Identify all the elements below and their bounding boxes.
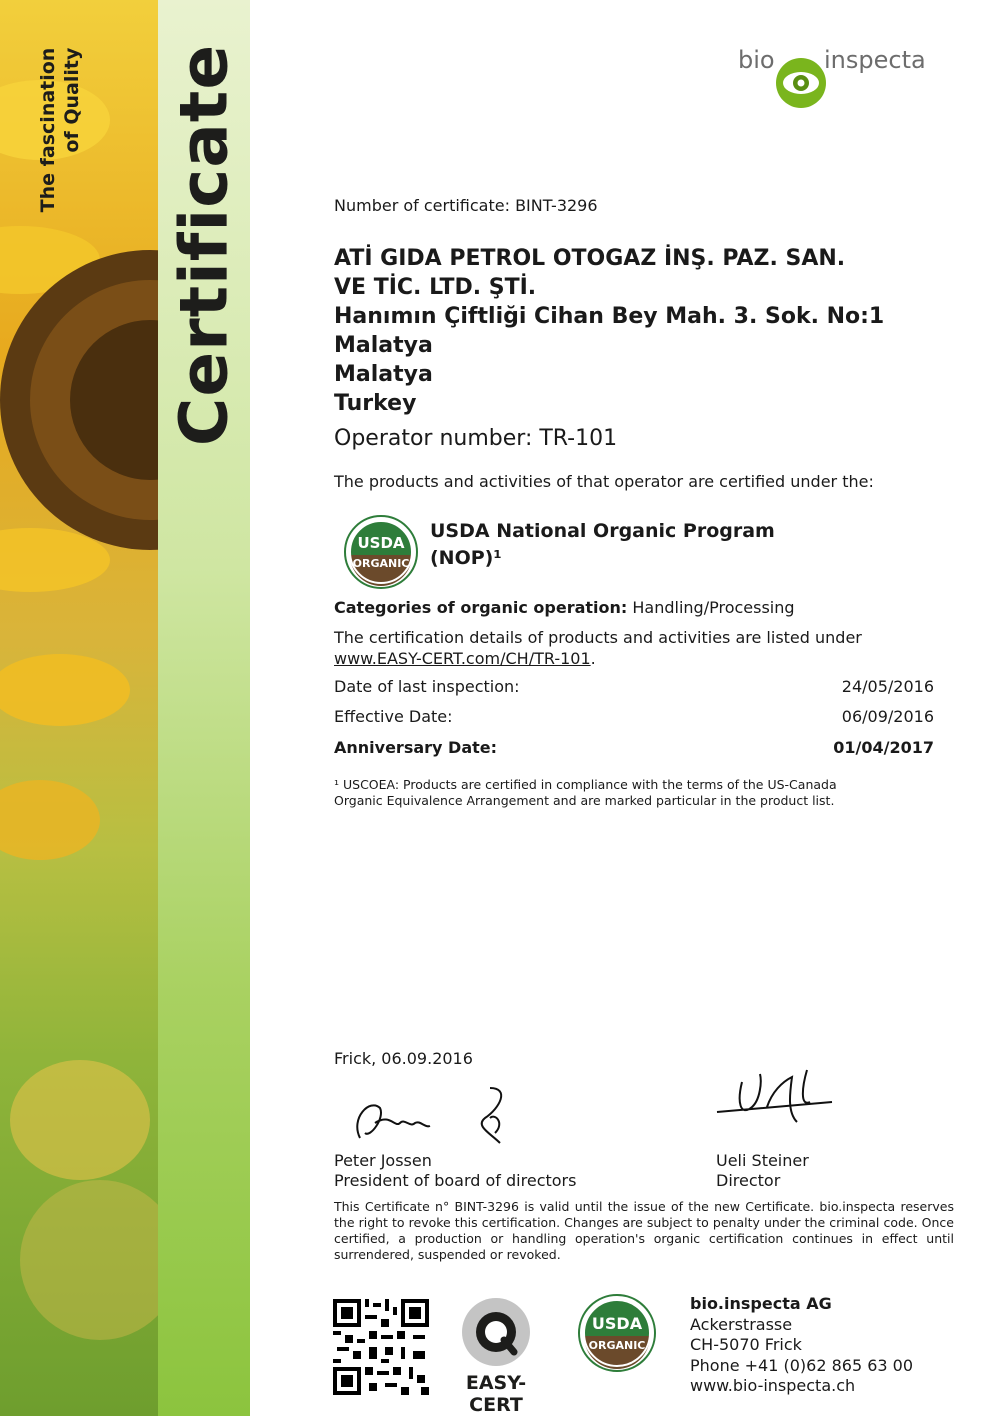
seal-text-usda: USDA xyxy=(357,534,405,552)
details-suffix: . xyxy=(590,649,596,668)
company-address xyxy=(690,1294,913,1397)
company-name: bio.inspecta AG xyxy=(690,1294,832,1313)
usda-organic-footer-seal-icon xyxy=(578,1294,656,1372)
signature-jossen-icon xyxy=(340,1078,540,1148)
date-row-anniversary xyxy=(334,738,934,757)
details-text xyxy=(334,627,934,669)
date-value: 01/04/2017 xyxy=(833,738,934,757)
logo-word-bio: bio xyxy=(738,46,775,74)
program-name xyxy=(430,518,775,572)
date-value: 24/05/2016 xyxy=(841,677,934,696)
tagline-line-1: The fascination xyxy=(37,47,59,213)
footnote xyxy=(334,777,954,809)
program-line-2: (NOP)¹ xyxy=(430,547,502,569)
place-date: Frick, 06.09.2016 xyxy=(334,1049,473,1068)
company-street: Ackerstrasse xyxy=(690,1314,793,1334)
operator-city: Malatya xyxy=(334,333,433,358)
footnote-line-2: Organic Equivalence Arrangement and are marked particular in the product list. xyxy=(334,793,835,808)
company-phone: Phone +41 (0)62 865 63 00 xyxy=(690,1355,914,1375)
easy-cert-logo xyxy=(440,1296,552,1416)
date-row-last-inspection xyxy=(334,677,934,696)
categories-value: Handling/Processing xyxy=(632,598,795,617)
signatory-2 xyxy=(716,1151,809,1191)
company-website[interactable]: www.bio-inspecta.ch xyxy=(690,1376,856,1395)
easy-cert-label: EASY-CERT xyxy=(465,1372,527,1416)
certificate-number: Number of certificate: BINT-3296 xyxy=(334,196,598,215)
date-row-effective xyxy=(334,707,934,726)
tagline xyxy=(36,48,84,213)
certificate-title: Certificate xyxy=(165,43,243,447)
legal-text: This Certificate n° BINT-3296 is valid until the issue of the new Certificate. bio.inspecta reserves the right to revoke this certification. Changes are subject to penalty under the criminal code. Once certified, a production or handling operation's organic certification continues in effect until surrendered, suspended or revoked. xyxy=(334,1199,954,1262)
signatory-role: President of board of directors xyxy=(334,1171,577,1190)
sunflower-photo xyxy=(0,0,158,1416)
date-value: 06/09/2016 xyxy=(841,707,934,726)
details-sentence: The certification details of products and activities are listed under xyxy=(334,628,862,647)
footnote-line-1: ¹ USCOEA: Products are certified in compliance with the terms of the US-Canada xyxy=(334,777,837,792)
seal-text-organic: ORGANIC xyxy=(588,1339,646,1352)
signatory-1 xyxy=(334,1151,576,1191)
seal-text-usda: USDA xyxy=(591,1314,643,1333)
program-line-1: USDA National Organic Program xyxy=(430,520,775,542)
operator-block xyxy=(334,244,974,418)
signature-steiner-icon xyxy=(712,1062,852,1142)
categories-label: Categories of organic operation: xyxy=(334,598,628,617)
usda-organic-seal-icon xyxy=(344,515,418,589)
date-label: Date of last inspection: xyxy=(334,677,520,696)
logo-word-inspecta: inspecta xyxy=(824,46,926,74)
qr-code-icon xyxy=(333,1299,429,1395)
easy-cert-link[interactable]: www.EASY-CERT.com/CH/TR-101 xyxy=(334,649,591,668)
left-decorative-strip xyxy=(0,0,250,1416)
operator-region: Malatya xyxy=(334,362,433,387)
magnifier-q-icon xyxy=(440,1296,552,1370)
signatory-name: Ueli Steiner xyxy=(716,1151,809,1170)
company-city: CH-5070 Frick xyxy=(690,1335,802,1354)
signatory-name: Peter Jossen xyxy=(334,1151,432,1170)
categories-line xyxy=(334,598,795,617)
signatory-role: Director xyxy=(716,1171,781,1190)
eye-logo-icon xyxy=(774,56,828,110)
date-label: Effective Date: xyxy=(334,707,453,726)
bio-inspecta-logo xyxy=(738,42,938,112)
seal-text-organic: ORGANIC xyxy=(352,557,410,570)
operator-number: Operator number: TR-101 xyxy=(334,426,618,451)
intro-text: The products and activities of that operator are certified under the: xyxy=(334,472,874,491)
tagline-line-2: of Quality xyxy=(61,47,83,153)
operator-address: Hanımın Çiftliği Cihan Bey Mah. 3. Sok. No:1 xyxy=(334,304,885,329)
operator-name-line-2: VE TİC. LTD. ŞTİ. xyxy=(334,275,537,300)
date-label: Anniversary Date: xyxy=(334,738,498,757)
operator-country: Turkey xyxy=(334,391,417,416)
operator-name-line-1: ATİ GIDA PETROL OTOGAZ İNŞ. PAZ. SAN. xyxy=(334,246,846,271)
